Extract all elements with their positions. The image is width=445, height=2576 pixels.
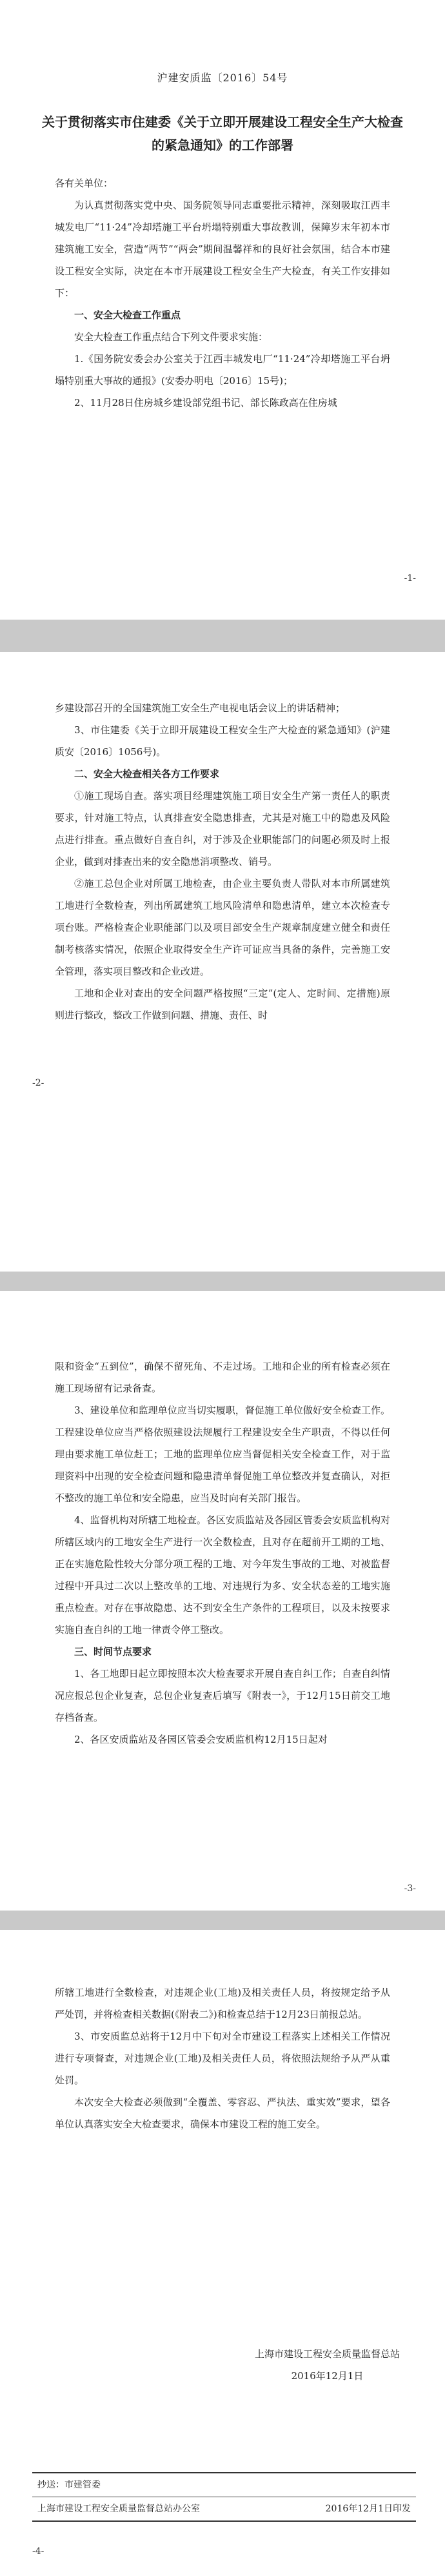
page-number: -4- bbox=[32, 2546, 44, 2557]
distribution-footer bbox=[32, 2472, 416, 2522]
signing-organization: 上海市建设工程安全质量监督总站 bbox=[254, 2348, 400, 2360]
section-heading-1: 一、安全大检查工作重点 bbox=[74, 309, 181, 321]
paragraph: 安全大检查工作重点结合下列文件要求实施： bbox=[74, 331, 268, 343]
signature-block bbox=[255, 2343, 400, 2387]
paragraph: 3、市安质监总站将于12月中下旬对全市建设工程落实上述相关工作情况进行专项督查，对违规企业(工地)及相关责任人员，将依照法规给予从严从重处罚。 bbox=[55, 2031, 390, 2086]
signing-date: 2016年12月1日 bbox=[291, 2370, 364, 2382]
paragraph: 工地和企业对查出的安全问题严格按照“三定”(定人、定时间、定措施)原则进行整改，整改工作做到问题、措施、责任、时 bbox=[55, 988, 390, 1021]
page-number: -3- bbox=[404, 1883, 416, 1894]
paragraph: 乡建设部召开的全国建筑施工安全生产电视电话会议上的讲话精神； bbox=[55, 702, 346, 714]
paragraph: 所辖工地进行全数检查，对违规企业(工地)及相关责任人员，将按规定给予从严处罚，并将检查相关数据(《附表二》)和检查总结于12月23日前报总站。 bbox=[55, 1987, 390, 2020]
section-heading-2: 二、安全大检查相关各方工作要求 bbox=[74, 768, 220, 780]
salutation: 各有关单位： bbox=[55, 177, 114, 189]
paragraph: ①施工现场自查。落实项目经理建筑施工项目安全生产第一责任人的职责要求，针对施工特点，认真排查安全隐患排查，尤其是对施工中的隐患及风险点进行排查。重点做好自查自纠，对于涉及企业职能部门的问题必须及时上报企业，做到对排查出来的安全隐患消项整改、销号。 bbox=[55, 790, 390, 867]
document-title: 关于贯彻落实市住建委《关于立即开展建设工程安全生产大检查的紧急通知》的工作部署 bbox=[42, 114, 403, 153]
document-page-2 bbox=[0, 652, 445, 1272]
document-page-3 bbox=[0, 1291, 445, 1911]
section-heading-3: 三、时间节点要求 bbox=[74, 1646, 152, 1658]
document-page-4 bbox=[0, 1930, 445, 2576]
footer-rule-bottom bbox=[32, 2520, 416, 2522]
page-number: -2- bbox=[32, 1078, 44, 1088]
document-number: 沪建安质监〔2016〕54号 bbox=[157, 72, 288, 84]
paragraph: 2、各区安质监站及各园区管委会安质监机构12月15日起对 bbox=[74, 1734, 328, 1745]
paragraph: ②施工总包企业对所属工地检查，由企业主要负责人带队对本市所属建筑工地进行全数检查，列出所属建筑工地风险清单和隐患清单，建立本次检查专项台账。严格检查企业职能部门以及项目部安全生产规章制度建立健全和责任制考核落实情况，依照企业取得安全生产许可证应当具备的条件，完善施工安全管理，落实项目整改和企业改进。 bbox=[55, 878, 390, 977]
document-page-1 bbox=[0, 0, 445, 620]
cc-row bbox=[32, 2473, 416, 2497]
paragraph: 限和资金“五到位”，确保不留死角、不走过场。工地和企业的所有检查必须在施工现场留有记录备查。 bbox=[55, 1361, 390, 1394]
paragraph: 4、监督机构对所辖工地检查。各区安质监站及各园区管委会安质监机构对所辖区域内的工地安全生产进行一次全数检查，且对存在超前开工期的工地、正在实施危险性较大分部分项工程的工地、对今年发生事故的工地、对被监督过程中开具过二次以上整改单的工地、对违规行为多、安全状态差的工地实施重点检查。对存在事故隐患、达不到安全生产条件的工程项目，以及未按要求实施自查自纠的工地一律责令停工整改。 bbox=[55, 1514, 390, 1636]
issue-row bbox=[32, 2497, 416, 2520]
paragraph: 2、11月28日住房城乡建设部党组书记、部长陈政高在住房城 bbox=[74, 397, 337, 409]
paragraph: 1、各工地即日起立即按照本次大检查要求开展自查自纠工作；自查自纠情况应报总包企业复查，总包企业复查后填写《附表一》，于12月15日前交工地存档备查。 bbox=[55, 1668, 390, 1723]
page-number: -1- bbox=[404, 573, 416, 583]
paragraph: 3、建设单位和监理单位应当切实履职，督促施工单位做好安全检查工作。工程建设单位应当严格依照建设法规履行工程建设安全生产职责，不得以任何理由要求施工单位赶工；工地的监理单位应当督促相关安全检查工作，对于监理资料中出现的安全检查问题和隐患清单督促施工单位整改并复查确认，对拒不整改的施工单位和安全隐患，应当及时向有关部门报告。 bbox=[55, 1405, 390, 1504]
paragraph: 1.《国务院安委会办公室关于江西丰城发电厂“11·24”冷却塔施工平台坍塌特别重大事故的通报》(安委办明电〔2016〕15号)； bbox=[55, 353, 390, 387]
paragraph: 3、市住建委《关于立即开展建设工程安全生产大检查的紧急通知》(沪建质安〔2016〕1056号)。 bbox=[55, 724, 390, 758]
intro-paragraph: 为认真贯彻落实党中央、国务院领导同志重要批示精神，深刻吸取江西丰城发电厂“11·24”冷却塔施工平台坍塌特别重大事故教训，保障岁末年初本市建筑施工安全，营造“两节”“两会”期间温馨祥和的良好社会氛围，结合本市建设工程安全实际，决定在本市开展建设工程安全生产大检查，有关工作安排如下： bbox=[55, 199, 390, 299]
paragraph: 本次安全大检查必须做到“全覆盖、零容忍、严执法、重实效”要求，望各单位认真落实安全大检查要求，确保本市建设工程的施工安全。 bbox=[55, 2096, 390, 2130]
issue-date: 2016年12月1日印发 bbox=[325, 2504, 411, 2514]
issuing-office: 上海市建设工程安全质量监督总站办公室 bbox=[37, 2504, 200, 2514]
cc-recipients: 抄送：市建管委 bbox=[37, 2480, 101, 2490]
